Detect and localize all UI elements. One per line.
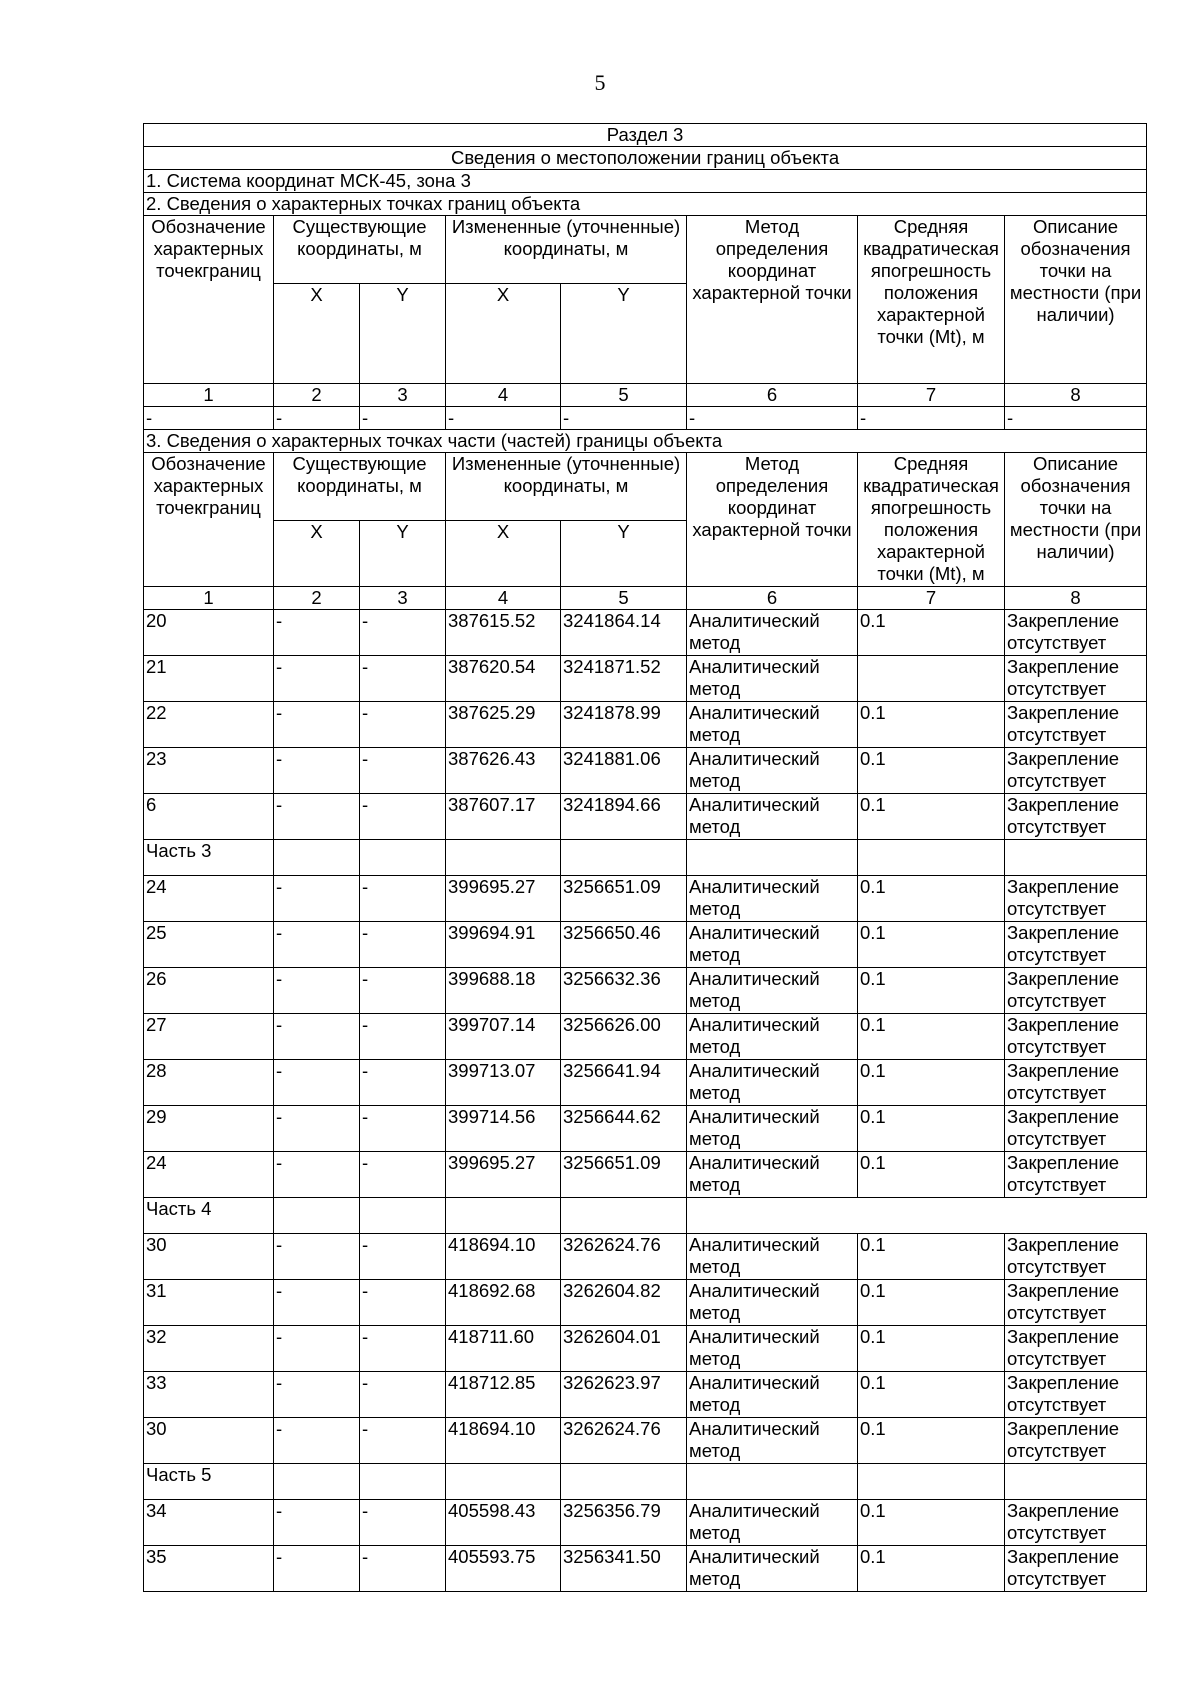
header-description: Описание обозначения точки на местности (при наличии) <box>1005 216 1147 384</box>
table-row <box>144 1280 1147 1326</box>
point-cell: 28 <box>144 1060 274 1106</box>
existing-x-cell: - <box>274 1500 360 1546</box>
table-row <box>144 1418 1147 1464</box>
section2-title: 2. Сведения о характерных точках границ объекта <box>144 193 1147 216</box>
method-cell: Аналитический метод <box>687 794 858 840</box>
part-empty-cell <box>858 1464 1005 1500</box>
description-cell: Закрепление отсутствует <box>1005 922 1147 968</box>
empty-cell: - <box>687 407 858 430</box>
point-cell: 31 <box>144 1280 274 1326</box>
description-cell: Закрепление отсутствует <box>1005 610 1147 656</box>
x-cell: 418694.10 <box>446 1418 561 1464</box>
document-body <box>143 123 1146 1592</box>
column-number: 4 <box>446 587 561 610</box>
y-cell: 3256651.09 <box>561 1152 687 1198</box>
method-cell: Аналитический метод <box>687 1106 858 1152</box>
x-cell: 405593.75 <box>446 1546 561 1592</box>
empty-cell: - <box>274 407 360 430</box>
y-cell: 3256632.36 <box>561 968 687 1014</box>
table-row <box>144 876 1147 922</box>
y-cell: 3256650.46 <box>561 922 687 968</box>
header-description: Описание обозначения точки на местности (при наличии) <box>1005 453 1147 587</box>
header-changed-y: Y <box>561 284 687 384</box>
description-cell: Закрепление отсутствует <box>1005 794 1147 840</box>
part-empty-cell <box>687 1198 1147 1234</box>
mt-cell: 0.1 <box>858 610 1005 656</box>
description-cell: Закрепление отсутствует <box>1005 656 1147 702</box>
table-row <box>144 1060 1147 1106</box>
column-number: 2 <box>274 587 360 610</box>
existing-y-cell: - <box>360 656 446 702</box>
part-empty-cell <box>274 1464 360 1500</box>
existing-x-cell: - <box>274 748 360 794</box>
column-number: 5 <box>561 384 687 407</box>
header-changed-x: X <box>446 284 561 384</box>
description-cell: Закрепление отсутствует <box>1005 1372 1147 1418</box>
point-cell: 21 <box>144 656 274 702</box>
existing-x-cell: - <box>274 702 360 748</box>
x-cell: 418711.60 <box>446 1326 561 1372</box>
point-cell: 23 <box>144 748 274 794</box>
method-cell: Аналитический метод <box>687 748 858 794</box>
existing-y-cell: - <box>360 968 446 1014</box>
x-cell: 399694.91 <box>446 922 561 968</box>
existing-x-cell: - <box>274 1546 360 1592</box>
existing-y-cell: - <box>360 1546 446 1592</box>
method-cell: Аналитический метод <box>687 1060 858 1106</box>
header-changed-x: X <box>446 521 561 587</box>
existing-x-cell: - <box>274 922 360 968</box>
table-row <box>144 748 1147 794</box>
description-cell: Закрепление отсутствует <box>1005 1546 1147 1592</box>
point-cell: 25 <box>144 922 274 968</box>
mt-cell: 0.1 <box>858 1326 1005 1372</box>
point-cell: 29 <box>144 1106 274 1152</box>
mt-cell: 0.1 <box>858 1280 1005 1326</box>
method-cell: Аналитический метод <box>687 1014 858 1060</box>
point-cell: 26 <box>144 968 274 1014</box>
column-number: 1 <box>144 384 274 407</box>
x-cell: 399714.56 <box>446 1106 561 1152</box>
point-cell: 33 <box>144 1372 274 1418</box>
empty-cell: - <box>446 407 561 430</box>
description-cell: Закрепление отсутствует <box>1005 1418 1147 1464</box>
column-number: 2 <box>274 384 360 407</box>
header-error: Средняя квадратическая япогрешность положения характерной точки (Mt), м <box>858 216 1005 384</box>
y-cell: 3262624.76 <box>561 1234 687 1280</box>
point-cell: 6 <box>144 794 274 840</box>
mt-cell: 0.1 <box>858 1152 1005 1198</box>
x-cell: 399695.27 <box>446 1152 561 1198</box>
mt-cell: 0.1 <box>858 1106 1005 1152</box>
method-cell: Аналитический метод <box>687 1546 858 1592</box>
column-numbers-row <box>144 587 1147 610</box>
method-cell: Аналитический метод <box>687 702 858 748</box>
point-cell: 22 <box>144 702 274 748</box>
section-subtitle: Сведения о местоположении границ объекта <box>144 147 1147 170</box>
existing-x-cell: - <box>274 1418 360 1464</box>
existing-y-cell: - <box>360 1326 446 1372</box>
description-cell: Закрепление отсутствует <box>1005 1280 1147 1326</box>
description-cell: Закрепление отсутствует <box>1005 968 1147 1014</box>
part-empty-cell <box>360 1464 446 1500</box>
y-cell: 3262604.01 <box>561 1326 687 1372</box>
x-cell: 399713.07 <box>446 1060 561 1106</box>
existing-x-cell: - <box>274 1372 360 1418</box>
table-row <box>144 1500 1147 1546</box>
header-error: Средняя квадратическая япогрешность положения характерной точки (Mt), м <box>858 453 1005 587</box>
mt-cell: 0.1 <box>858 794 1005 840</box>
column-number: 7 <box>858 587 1005 610</box>
x-cell: 418694.10 <box>446 1234 561 1280</box>
column-number: 7 <box>858 384 1005 407</box>
header-existing-x: X <box>274 521 360 587</box>
existing-x-cell: - <box>274 876 360 922</box>
method-cell: Аналитический метод <box>687 1280 858 1326</box>
description-cell: Закрепление отсутствует <box>1005 748 1147 794</box>
mt-cell: 0.1 <box>858 1546 1005 1592</box>
existing-x-cell: - <box>274 1280 360 1326</box>
y-cell: 3256341.50 <box>561 1546 687 1592</box>
existing-y-cell: - <box>360 876 446 922</box>
y-cell: 3256641.94 <box>561 1060 687 1106</box>
method-cell: Аналитический метод <box>687 1500 858 1546</box>
header-changed-y: Y <box>561 521 687 587</box>
method-cell: Аналитический метод <box>687 1418 858 1464</box>
header-point: Обозначение характерных точекграниц <box>144 216 274 384</box>
description-cell: Закрепление отсутствует <box>1005 1106 1147 1152</box>
part-empty-cell <box>360 840 446 876</box>
y-cell: 3256626.00 <box>561 1014 687 1060</box>
header-changed: Измененные (уточненные) координаты, м <box>446 216 687 284</box>
mt-cell: 0.1 <box>858 1234 1005 1280</box>
method-cell: Аналитический метод <box>687 1234 858 1280</box>
y-cell: 3256651.09 <box>561 876 687 922</box>
y-cell: 3241878.99 <box>561 702 687 748</box>
existing-y-cell: - <box>360 1106 446 1152</box>
existing-x-cell: - <box>274 1234 360 1280</box>
header-existing-x: X <box>274 284 360 384</box>
column-number: 3 <box>360 587 446 610</box>
part-label: Часть 3 <box>144 840 274 876</box>
table-row <box>144 1234 1147 1280</box>
y-cell: 3262624.76 <box>561 1418 687 1464</box>
point-cell: 30 <box>144 1234 274 1280</box>
empty-cell: - <box>360 407 446 430</box>
mt-cell: 0.1 <box>858 1500 1005 1546</box>
mt-cell: 0.1 <box>858 922 1005 968</box>
part-label: Часть 4 <box>144 1198 274 1234</box>
x-cell: 418712.85 <box>446 1372 561 1418</box>
header-existing: Существующие координаты, м <box>274 216 446 284</box>
method-cell: Аналитический метод <box>687 656 858 702</box>
mt-cell: 0.1 <box>858 748 1005 794</box>
existing-x-cell: - <box>274 1060 360 1106</box>
part-empty-cell <box>858 840 1005 876</box>
table-row <box>144 1326 1147 1372</box>
point-cell: 20 <box>144 610 274 656</box>
empty-cell: - <box>561 407 687 430</box>
existing-y-cell: - <box>360 610 446 656</box>
empty-row <box>144 407 1147 430</box>
x-cell: 399707.14 <box>446 1014 561 1060</box>
method-cell: Аналитический метод <box>687 1152 858 1198</box>
x-cell: 387620.54 <box>446 656 561 702</box>
existing-y-cell: - <box>360 794 446 840</box>
table-row <box>144 702 1147 748</box>
existing-y-cell: - <box>360 748 446 794</box>
x-cell: 387625.29 <box>446 702 561 748</box>
part-label: Часть 5 <box>144 1464 274 1500</box>
column-number: 8 <box>1005 384 1147 407</box>
description-cell: Закрепление отсутствует <box>1005 702 1147 748</box>
part-header-row <box>144 840 1147 876</box>
y-cell: 3256644.62 <box>561 1106 687 1152</box>
existing-x-cell: - <box>274 1014 360 1060</box>
mt-cell: 0.1 <box>858 1418 1005 1464</box>
x-cell: 399695.27 <box>446 876 561 922</box>
y-cell: 3262604.82 <box>561 1280 687 1326</box>
description-cell: Закрепление отсутствует <box>1005 876 1147 922</box>
part-empty-cell <box>561 840 687 876</box>
header-method: Метод определения координат характерной точки <box>687 216 858 384</box>
x-cell: 387615.52 <box>446 610 561 656</box>
header-changed: Измененные (уточненные) координаты, м <box>446 453 687 521</box>
section-title: Раздел 3 <box>144 124 1147 147</box>
description-cell: Закрепление отсутствует <box>1005 1500 1147 1546</box>
header-existing-y: Y <box>360 284 446 384</box>
point-cell: 27 <box>144 1014 274 1060</box>
y-cell: 3241864.14 <box>561 610 687 656</box>
mt-cell <box>858 656 1005 702</box>
part-empty-cell <box>561 1198 687 1234</box>
coord-system: 1. Система координат МСК-45, зона 3 <box>144 170 1147 193</box>
mt-cell: 0.1 <box>858 702 1005 748</box>
x-cell: 399688.18 <box>446 968 561 1014</box>
part-empty-cell <box>274 1198 360 1234</box>
existing-y-cell: - <box>360 1152 446 1198</box>
empty-cell: - <box>144 407 274 430</box>
header-method: Метод определения координат характерной точки <box>687 453 858 587</box>
column-number: 6 <box>687 587 858 610</box>
y-cell: 3241871.52 <box>561 656 687 702</box>
point-cell: 30 <box>144 1418 274 1464</box>
existing-y-cell: - <box>360 1500 446 1546</box>
existing-y-cell: - <box>360 1372 446 1418</box>
existing-x-cell: - <box>274 610 360 656</box>
x-cell: 418692.68 <box>446 1280 561 1326</box>
mt-cell: 0.1 <box>858 876 1005 922</box>
column-number: 5 <box>561 587 687 610</box>
x-cell: 387626.43 <box>446 748 561 794</box>
page-number: 5 <box>594 70 606 95</box>
header-existing-y: Y <box>360 521 446 587</box>
description-cell: Закрепление отсутствует <box>1005 1014 1147 1060</box>
existing-y-cell: - <box>360 1418 446 1464</box>
part-empty-cell <box>1005 840 1147 876</box>
y-cell: 3256356.79 <box>561 1500 687 1546</box>
header-existing: Существующие координаты, м <box>274 453 446 521</box>
table-row <box>144 794 1147 840</box>
existing-x-cell: - <box>274 1326 360 1372</box>
header-point: Обозначение характерных точекграниц <box>144 453 274 587</box>
existing-x-cell: - <box>274 656 360 702</box>
section3-title: 3. Сведения о характерных точках части (частей) границы объекта <box>144 430 1147 453</box>
empty-cell: - <box>858 407 1005 430</box>
table-row <box>144 1546 1147 1592</box>
existing-y-cell: - <box>360 1060 446 1106</box>
part-header-row <box>144 1198 1147 1234</box>
mt-cell: 0.1 <box>858 1372 1005 1418</box>
point-cell: 34 <box>144 1500 274 1546</box>
method-cell: Аналитический метод <box>687 1372 858 1418</box>
boundary-points-table <box>143 123 1147 1592</box>
table-row <box>144 968 1147 1014</box>
description-cell: Закрепление отсутствует <box>1005 1060 1147 1106</box>
part-header-row <box>144 1464 1147 1500</box>
column-number: 1 <box>144 587 274 610</box>
existing-x-cell: - <box>274 1152 360 1198</box>
method-cell: Аналитический метод <box>687 968 858 1014</box>
column-numbers-row <box>144 384 1147 407</box>
table-row <box>144 1106 1147 1152</box>
existing-x-cell: - <box>274 968 360 1014</box>
part-empty-cell <box>360 1198 446 1234</box>
existing-y-cell: - <box>360 1234 446 1280</box>
method-cell: Аналитический метод <box>687 876 858 922</box>
description-cell: Закрепление отсутствует <box>1005 1326 1147 1372</box>
description-cell: Закрепление отсутствует <box>1005 1234 1147 1280</box>
column-number: 8 <box>1005 587 1147 610</box>
y-cell: 3241894.66 <box>561 794 687 840</box>
mt-cell: 0.1 <box>858 1014 1005 1060</box>
method-cell: Аналитический метод <box>687 1326 858 1372</box>
y-cell: 3241881.06 <box>561 748 687 794</box>
point-cell: 24 <box>144 1152 274 1198</box>
part-empty-cell <box>446 1198 561 1234</box>
table-row <box>144 1152 1147 1198</box>
existing-x-cell: - <box>274 1106 360 1152</box>
mt-cell: 0.1 <box>858 968 1005 1014</box>
column-number: 6 <box>687 384 858 407</box>
y-cell: 3262623.97 <box>561 1372 687 1418</box>
existing-y-cell: - <box>360 702 446 748</box>
existing-y-cell: - <box>360 1014 446 1060</box>
existing-y-cell: - <box>360 922 446 968</box>
part-empty-cell <box>561 1464 687 1500</box>
part-empty-cell <box>446 1464 561 1500</box>
point-cell: 32 <box>144 1326 274 1372</box>
mt-cell: 0.1 <box>858 1060 1005 1106</box>
table-row <box>144 1014 1147 1060</box>
method-cell: Аналитический метод <box>687 922 858 968</box>
part-empty-cell <box>687 840 858 876</box>
table-row <box>144 610 1147 656</box>
x-cell: 405598.43 <box>446 1500 561 1546</box>
part-empty-cell <box>446 840 561 876</box>
empty-cell: - <box>1005 407 1147 430</box>
existing-x-cell: - <box>274 794 360 840</box>
point-cell: 35 <box>144 1546 274 1592</box>
column-number: 3 <box>360 384 446 407</box>
part-empty-cell <box>687 1464 858 1500</box>
point-cell: 24 <box>144 876 274 922</box>
x-cell: 387607.17 <box>446 794 561 840</box>
table-row <box>144 1372 1147 1418</box>
part-empty-cell <box>274 840 360 876</box>
column-number: 4 <box>446 384 561 407</box>
method-cell: Аналитический метод <box>687 610 858 656</box>
part-empty-cell <box>1005 1464 1147 1500</box>
table-row <box>144 656 1147 702</box>
existing-y-cell: - <box>360 1280 446 1326</box>
description-cell: Закрепление отсутствует <box>1005 1152 1147 1198</box>
table-row <box>144 922 1147 968</box>
